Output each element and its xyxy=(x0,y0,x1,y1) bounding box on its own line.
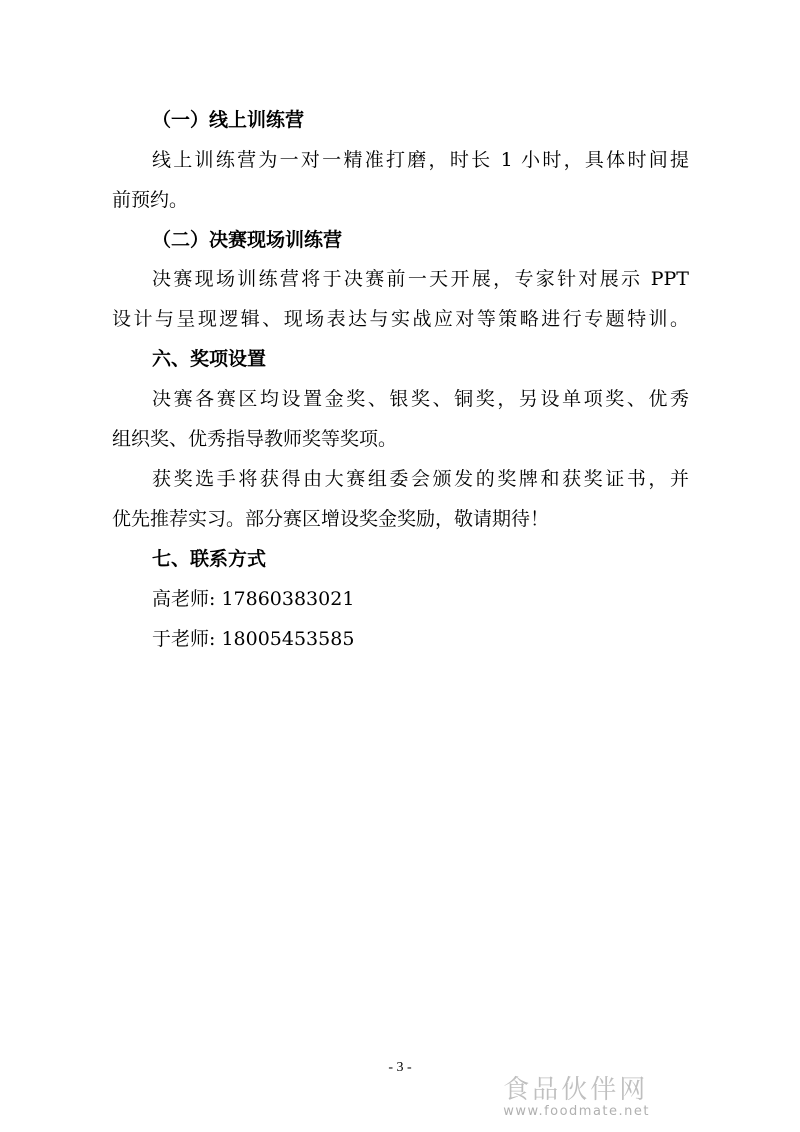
section-heading-final-camp: （二）决赛现场训练营 xyxy=(152,229,343,251)
contact-item: 于老师: 18005453585 xyxy=(152,628,355,650)
contact-item: 高老师: 17860383021 xyxy=(152,588,355,610)
paragraph-line: 组织奖、优秀指导教师奖等奖项。 xyxy=(112,428,398,450)
watermark xyxy=(503,1075,650,1120)
watermark-text: 食品伙伴网 xyxy=(503,1075,649,1105)
paragraph-line: 获奖选手将获得由大赛组委会颁发的奖牌和获奖证书，并 xyxy=(152,468,689,490)
page-number: - 3 - xyxy=(388,1060,412,1075)
paragraph-line: 前预约。 xyxy=(112,189,189,211)
paragraph-line: 优先推荐实习。部分赛区增设奖金奖励，敬请期待！ xyxy=(112,508,550,530)
paragraph-line: 决赛现场训练营将于决赛前一天开展，专家针对展示 PPT xyxy=(152,268,689,290)
watermark-url: www.foodmate.net xyxy=(503,1104,650,1119)
section-heading-online-camp: （一）线上训练营 xyxy=(152,109,305,131)
paragraph-line: 线上训练营为一对一精准打磨，时长 1 小时，具体时间提 xyxy=(152,149,689,171)
paragraph-line: 设计与呈现逻辑、现场表达与实战应对等策略进行专题特训。 xyxy=(112,308,689,330)
section-heading-awards: 六、奖项设置 xyxy=(152,348,267,370)
section-heading-contact: 七、联系方式 xyxy=(152,548,267,570)
paragraph-line: 决赛各赛区均设置金奖、银奖、铜奖，另设单项奖、优秀 xyxy=(152,388,689,410)
